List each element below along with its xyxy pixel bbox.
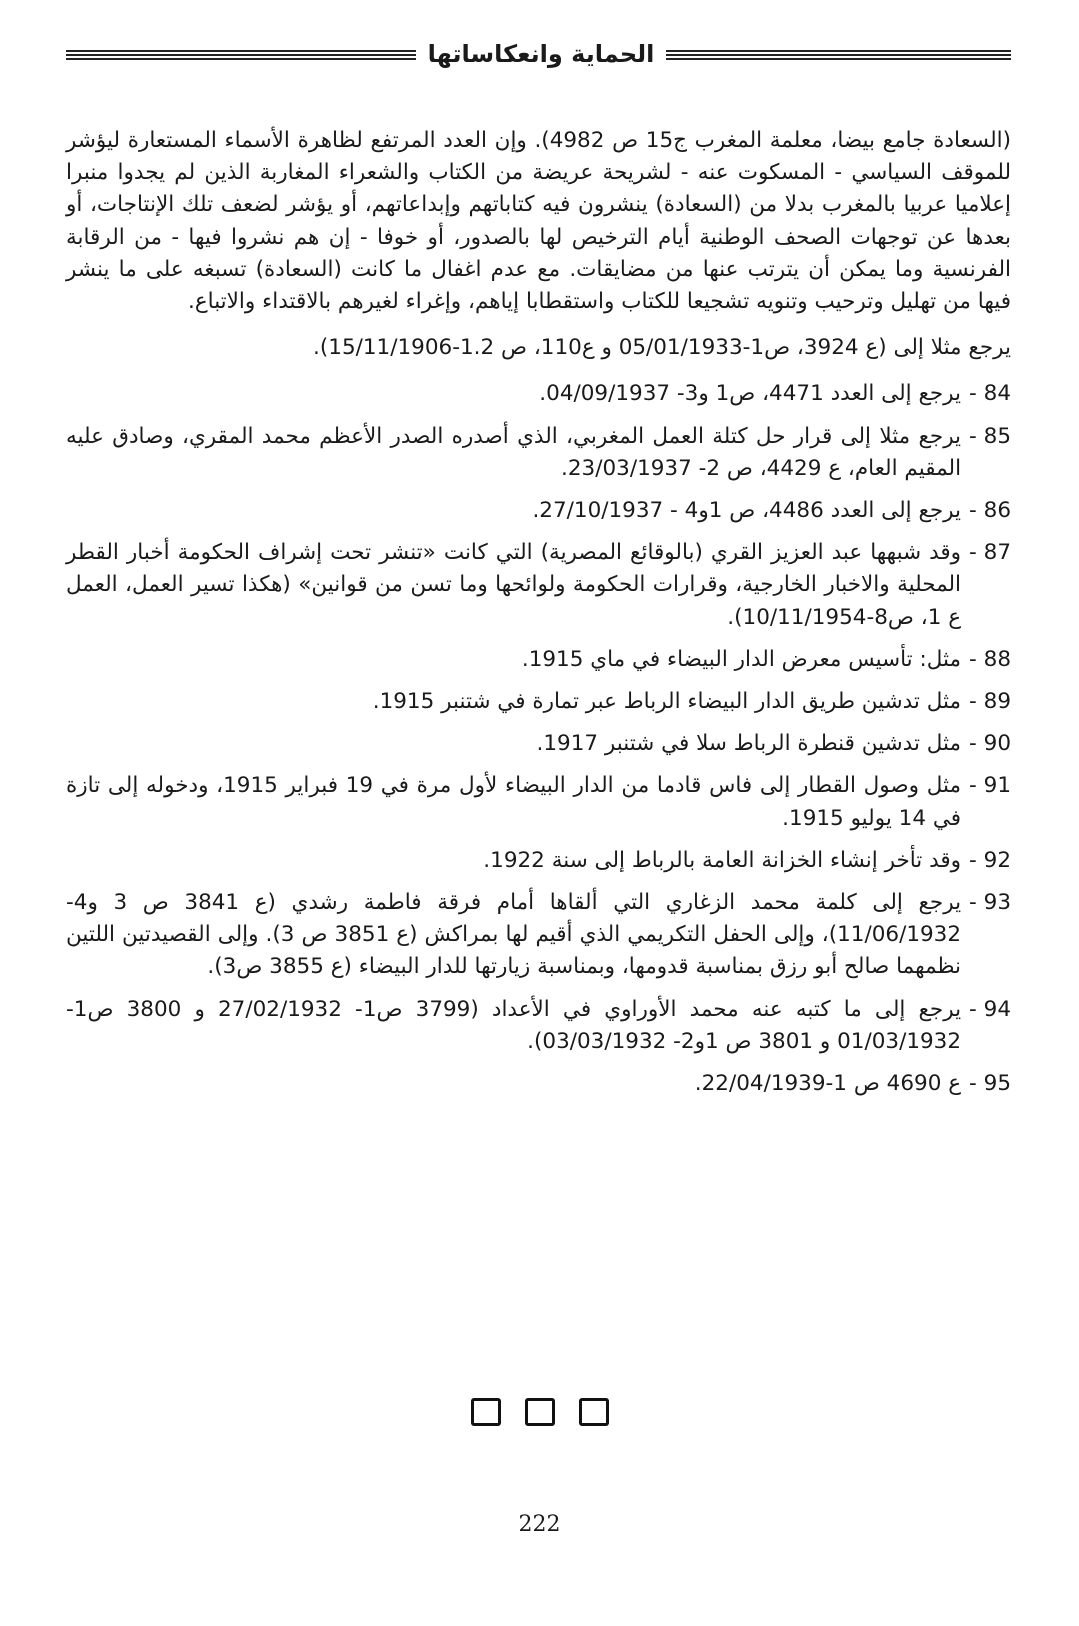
square-ornament-icon <box>471 1398 501 1426</box>
footnote-number: 93 - <box>969 890 1011 916</box>
footnote-text: مثل تدشين قنطرة الرباط سلا في شتنبر 1917. <box>536 731 962 757</box>
footnote-text: يرجع إلى العدد 4486، ص 1و4 - 27/10/1937. <box>532 498 962 524</box>
header-rule-left <box>66 50 416 64</box>
footnotes-body <box>66 125 1011 1110</box>
footnote-text: وقد شبهها عبد العزيز القري (بالوقائع المصرية) التي كانت «تنشر تحت إشراف الحكومة أخبار القطر المحلية والاخبار الخارجية، وقرارات الحكومة ولوائحها وما تسن من قوانين» (هكذا تسير العمل، العمل ع 1، ص8-10/11/1954). <box>66 540 962 630</box>
header-title: الحماية وانعكاساتها <box>427 40 655 68</box>
square-ornament-icon <box>525 1398 555 1426</box>
footnote-87 <box>66 537 1011 634</box>
header-rule-right <box>666 50 1011 64</box>
footnote-number: 94 - <box>969 996 1011 1022</box>
footnote-number: 85 - <box>969 423 1011 449</box>
footnote-number: 90 - <box>969 731 1011 757</box>
footnote-text: يرجع مثلا إلى قرار حل كتلة العمل المغربي، الذي أصدره الصدر الأعظم محمد المقري، وصادق عليه المقيم العام، ع 4429، ص 2- 23/03/1937. <box>66 423 962 481</box>
footnote-95 <box>66 1068 1011 1100</box>
footnote-text: يرجع إلى العدد 4471، ص1 و3- 04/09/1937. <box>539 381 962 407</box>
running-header <box>66 38 1011 78</box>
footnote-89 <box>66 686 1011 718</box>
footnote-number: 89 - <box>969 689 1011 715</box>
footnote-text: ع 4690 ص 1-22/04/1939. <box>694 1071 962 1097</box>
intro-paragraph: (السعادة جامع بيضا، معلمة المغرب ج15 ص 4982). وإن العدد المرتفع لظاهرة الأسماء المستعارة ليؤشر للموقف السياسي - المسكوت عنه - لشريحة عريضة من الكتاب والشعراء المغاربة الذين لم يجدوا منبرا إعلاميا عربيا بالمغرب بدلا من (السعادة) ينشرون فيه كتاباتهم وإبداعاتهم، أو يؤشر لضعف تلك الإنتاجات، أو بعدها عن توجهات الصحف الوطنية أيام الترخيص لها بالصدور، أو خوفا - إن هم نشروا فيها - من الرقابة الفرنسية وما يمكن أن يترتب عنها من مضايقات. مع عدم اغفال ما كانت (السعادة) تسبغه على ما ينشر فيها من تهليل وترحيب وتنويه تشجيعا للكتاب واستقطابا إياهم، وإغراء لغيرهم بالاقتداء والاتباع. <box>66 128 1012 315</box>
footnote-93 <box>66 887 1011 984</box>
footnote-text: مثل: تأسيس معرض الدار البيضاء في ماي 1915. <box>521 646 962 672</box>
footnote-91 <box>66 770 1011 834</box>
footnote-number: 91 - <box>969 773 1011 799</box>
footnote-text: مثل تدشين طريق الدار البيضاء الرباط عبر تمارة في شتنبر 1915. <box>372 689 962 715</box>
footnote-number: 87 - <box>969 540 1011 566</box>
intro-reference: يرجع مثلا إلى (ع 3924، ص1-05/01/1933 و ع110، ص 1.2-15/11/1906). <box>313 335 1011 361</box>
footnote-number: 86 - <box>969 498 1011 524</box>
footnote-text: وقد تأخر إنشاء الخزانة العامة بالرباط إلى سنة 1922. <box>483 847 962 873</box>
footnote-number: 88 - <box>969 646 1011 672</box>
footnote-86 <box>66 495 1011 527</box>
footnote-92 <box>66 845 1011 877</box>
square-ornament-icon <box>579 1398 609 1426</box>
intro-continuation <box>66 125 1011 364</box>
footnote-text: مثل وصول القطار إلى فاس قادما من الدار البيضاء لأول مرة في 19 فبراير 1915، ودخوله إلى تازة في 14 يوليو 1915. <box>66 773 962 831</box>
footnote-number: 84 - <box>969 381 1011 407</box>
footnote-text: يرجع إلى ما كتبه عنه محمد الأوراوي في الأعداد (3799 ص1- 27/02/1932 و 3800 ص1- 01/03/1932 و 3801 ص 1و2- 03/03/1932). <box>66 996 962 1054</box>
footnote-text: يرجع إلى كلمة محمد الزغاري التي ألقاها أمام فرقة فاطمة رشدي (ع 3841 ص 3 و4- 11/06/1932)، وإلى الحفل التكريمي الذي أقيم لها بمراكش (ع 3851 ص 3). وإلى القصيدتين اللتين نظمهما صالح أبو رزق بمناسبة قدومها، وبمناسبة زيارتها للدار البيضاء (ع 3855 ص3). <box>66 890 962 980</box>
footnote-84 <box>66 378 1011 410</box>
footnote-88 <box>66 644 1011 676</box>
footnote-85 <box>66 421 1011 485</box>
footnote-number: 92 - <box>969 847 1011 873</box>
footnote-number: 95 - <box>969 1071 1011 1097</box>
footnote-90 <box>66 728 1011 760</box>
page-number: 222 <box>518 1512 561 1537</box>
section-end-ornament <box>0 1398 1079 1434</box>
footnote-94 <box>66 994 1011 1058</box>
